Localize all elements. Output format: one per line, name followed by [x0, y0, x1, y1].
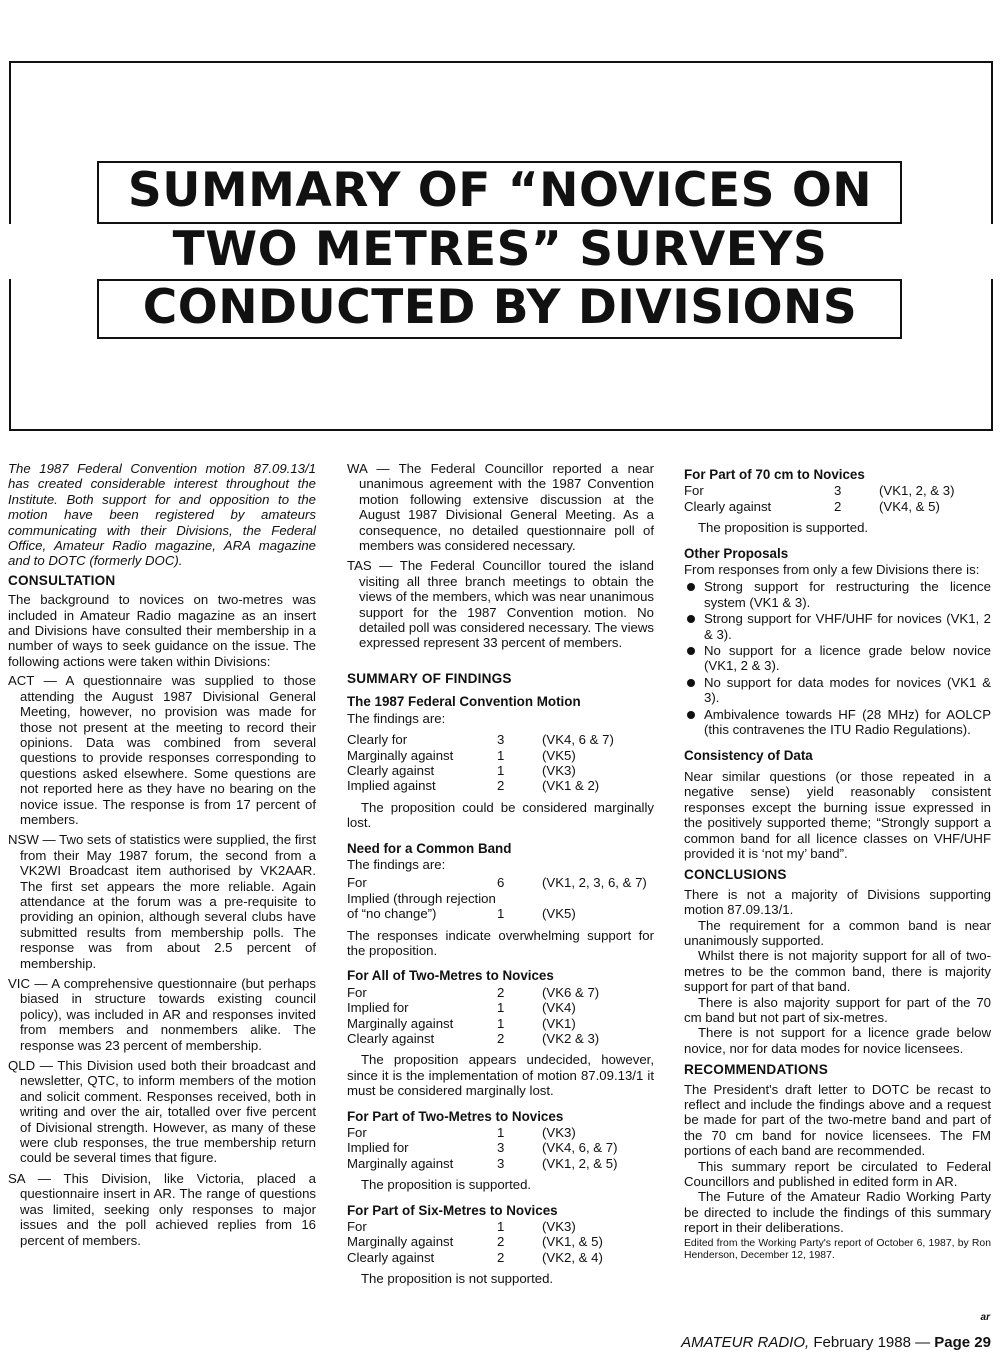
recommendations-p3: The Future of the Amateur Radio Working Party be directed to include the findings of this summary report in their deliberations.	[684, 1189, 991, 1236]
conclusions-p2: The requirement for a common band is near unanimously supported.	[684, 917, 991, 948]
consultation-body: The background to novices on two-metres was included in Amateur Radio magazine as an insert and Divisions have consulted their membership in a number of ways to seek guidance on the issue. The following actions were taken within Divisions:	[8, 592, 316, 669]
column-3	[684, 461, 991, 1262]
common-band-table	[347, 875, 654, 921]
seventy-cm-title: For Part of 70 cm to Novices	[684, 467, 865, 482]
motion-findings-table	[347, 732, 654, 794]
act-paragraph: ACT — A questionnaire was supplied to those attending the August 1987 Divisional General Meeting, however, no provision was made for those not present at the meeting to record their opinions. Data was combined from several questions to provide responses corresponding to questions asked elsewhere. Some questions are not reported here as they have no bearing on the novice issue. The response is from 17 percent of members.	[8, 673, 316, 827]
motion-note: The proposition could be considered marginally lost.	[347, 799, 654, 831]
all-two-metres-note: The proposition appears undecided, however, since it is the implementation of motion 87.09.13/1 it must be considered marginally lost.	[347, 1052, 654, 1099]
report-credit: Edited from the Working Party's report of October 6, 1987, by Ron Henderson, December 12, 1987.	[684, 1237, 991, 1261]
footer-magazine: AMATEUR RADIO,	[681, 1334, 810, 1351]
other-proposals-list	[684, 579, 991, 737]
conclusions-p4: There is also majority support for part of the 70 cm band but not part of six-metres.	[684, 994, 991, 1025]
table-row: Marginally against 3 (VK1, 2, & 5)	[347, 1155, 618, 1171]
qld-paragraph: QLD — This Division used both their broadcast and newsletter, QTC, to inform members of the motion and solicit comment. Responses received, both in writing and over the air, totalled over five percent of Divisional strength. However, as many of these were club responses, the true membership return could be several times that figure.	[8, 1058, 316, 1166]
intro-paragraph: The 1987 Federal Convention motion 87.09.13/1 has created considerable interest throughout the Institute. Both support for and opposition to the motion have been registered by amateurs communicating with their Divisions, the Federal Office, Amateur Radio magazine, ARA magazine and to DOTC (formerly DOC).	[8, 461, 316, 569]
table-row: Marginally against 1 (VK5)	[347, 747, 576, 763]
consistency-title: Consistency of Data	[684, 747, 813, 763]
table-row: Implied (through rejection of “no change”) 1 (VK5)	[347, 890, 576, 922]
end-mark: ar	[980, 1312, 990, 1323]
seventy-cm-table	[684, 483, 991, 514]
all-two-metres-table	[347, 985, 654, 1047]
table-row: For 3 (VK1, 2, & 3)	[684, 483, 955, 499]
list-item: Ambivalence towards HF (28 MHz) for AOLCP (this contravenes the ITU Radio Regulations).	[684, 707, 991, 738]
table-row: For 2 (VK6 & 7)	[347, 984, 600, 1000]
title-line-3: CONDUCTED BY DIVISIONS	[142, 280, 858, 335]
page-footer	[681, 1334, 991, 1351]
table-row: Clearly against 1 (VK3)	[347, 762, 576, 778]
list-item: No support for a licence grade below novice (VK1, 2 & 3).	[684, 643, 991, 674]
part-two-metres-note: The proposition is supported.	[361, 1177, 532, 1193]
title-line-2: TWO METRES” SURVEYS	[172, 222, 828, 277]
six-metres-title: For Part of Six-Metres to Novices	[347, 1202, 558, 1218]
table-row: Clearly against 2 (VK2 & 3)	[347, 1031, 600, 1046]
sa-paragraph: SA — This Division, like Victoria, placed a questionnaire insert in AR. The range of questions was limited, seeking only responses to major issues and the poll achieved replies from 16 percent of members.	[8, 1170, 316, 1248]
findings-heading: SUMMARY OF FINDINGS	[347, 670, 512, 686]
motion-lead: The findings are:	[347, 710, 446, 726]
six-metres-note: The proposition is not supported.	[361, 1271, 554, 1287]
conclusions-heading: CONCLUSIONS	[684, 867, 787, 883]
recommendations-p2: This summary report be circulated to Federal Councillors and published in edited form in AR.	[684, 1158, 991, 1190]
table-row: Clearly against 2 (VK2, & 4)	[347, 1249, 603, 1265]
nsw-paragraph: NSW — Two sets of statistics were supplied, the first from their May 1987 forum, the second from a VK2WI Broadcast item authorised by VK2AAR. The first set appears the more reliable. Again attendance at the forum was a pre-requisite to providing an opinion, although several clubs have submitted results from membership polls. The response was from about 2.5 percent of membership.	[8, 832, 316, 971]
part-two-metres-title: For Part of Two-Metres to Novices	[347, 1108, 564, 1124]
list-item: No support for data modes for novices (VK1 & 3).	[684, 675, 991, 706]
common-band-lead: The findings are:	[347, 856, 446, 872]
table-row: Marginally against 2 (VK1, & 5)	[347, 1234, 603, 1250]
other-proposals-title: Other Proposals	[684, 545, 789, 561]
consistency-body: Near similar questions (or those repeated in a negative sense) yield reasonably consistent responses except the burning issue expressed in the positively supported theme; “Strongly support a common band for all licence classes on VHF/UHF provided it is ‘not my’ band”.	[684, 768, 991, 861]
tas-paragraph: TAS — The Federal Councillor toured the island visiting all three branch meetings to obtain the views of the members, which was near unanimous support for the 1987 Convention motion. No detailed poll was considered necessary. The views expressed represent 33 percent of members.	[347, 558, 654, 651]
conclusions-p1: There is not a majority of Divisions supporting motion 87.09.13/1.	[684, 886, 991, 918]
table-row: Implied for 3 (VK4, 6, & 7)	[347, 1140, 618, 1156]
conclusions-p5: There is not support for a licence grade below novice, nor for data modes for novice licensees.	[684, 1025, 991, 1056]
footer-date: February 1988 —	[813, 1334, 931, 1351]
table-row: For 6 (VK1, 2, 3, 6, & 7)	[347, 875, 647, 891]
title-line-1: SUMMARY OF “NOVICES ON	[127, 163, 873, 218]
table-row: For 1 (VK3)	[347, 1125, 576, 1141]
table-row: Marginally against 1 (VK1)	[347, 1015, 576, 1031]
list-item: Strong support for VHF/UHF for novices (VK1, 2 & 3).	[684, 611, 991, 642]
consultation-heading: CONSULTATION	[8, 572, 116, 588]
six-metres-table	[347, 1219, 654, 1265]
column-1	[8, 461, 316, 1253]
seventy-cm-note: The proposition is supported.	[698, 520, 869, 536]
part-two-metres-table	[347, 1125, 654, 1171]
table-row: Implied against 2 (VK1 & 2)	[347, 778, 600, 794]
motion-title: The 1987 Federal Convention Motion	[347, 694, 581, 710]
column-2	[347, 461, 654, 1287]
recommendations-p1: The President's draft letter to DOTC be recast to reflect and include the findings above and a request be made for part of the two-metre band and part of the 70 cm band for novice licensees. The FM portions of each band are recommended.	[684, 1081, 991, 1159]
table-row: For 1 (VK3)	[347, 1219, 576, 1235]
wa-paragraph: WA — The Federal Councillor reported a near unanimous agreement with the 1987 Convention motion following extensive discussion at the August 1987 Divisional General Meeting. As a consequence, no detailed questionnaire poll of members was considered necessary.	[347, 461, 654, 554]
other-proposals-lead: From responses from only a few Divisions there is:	[684, 562, 980, 578]
list-item: Strong support for restructuring the licence system (VK1 & 3).	[684, 579, 991, 610]
common-band-note: The responses indicate overwhelming support for the proposition.	[347, 927, 654, 958]
conclusions-p3: Whilst there is not majority support for all of two-metres to be the common band, there is majority support for part of that band.	[684, 948, 991, 995]
table-row: Clearly against 2 (VK4, & 5)	[684, 498, 940, 514]
table-row: Implied for 1 (VK4)	[347, 1000, 576, 1016]
all-two-metres-title: For All of Two-Metres to Novices	[347, 968, 554, 984]
table-row: Clearly for 3 (VK4, 6 & 7)	[347, 732, 614, 748]
recommendations-heading: RECOMMENDATIONS	[684, 1062, 828, 1078]
footer-page-number: Page 29	[934, 1334, 991, 1351]
vic-paragraph: VIC — A comprehensive questionnaire (but perhaps biased in structure towards existing council policy), was included in AR and responses invited from members and nonmembers alike. The response was 23 percent of membership.	[8, 976, 316, 1053]
common-band-title: Need for a Common Band	[347, 840, 512, 856]
